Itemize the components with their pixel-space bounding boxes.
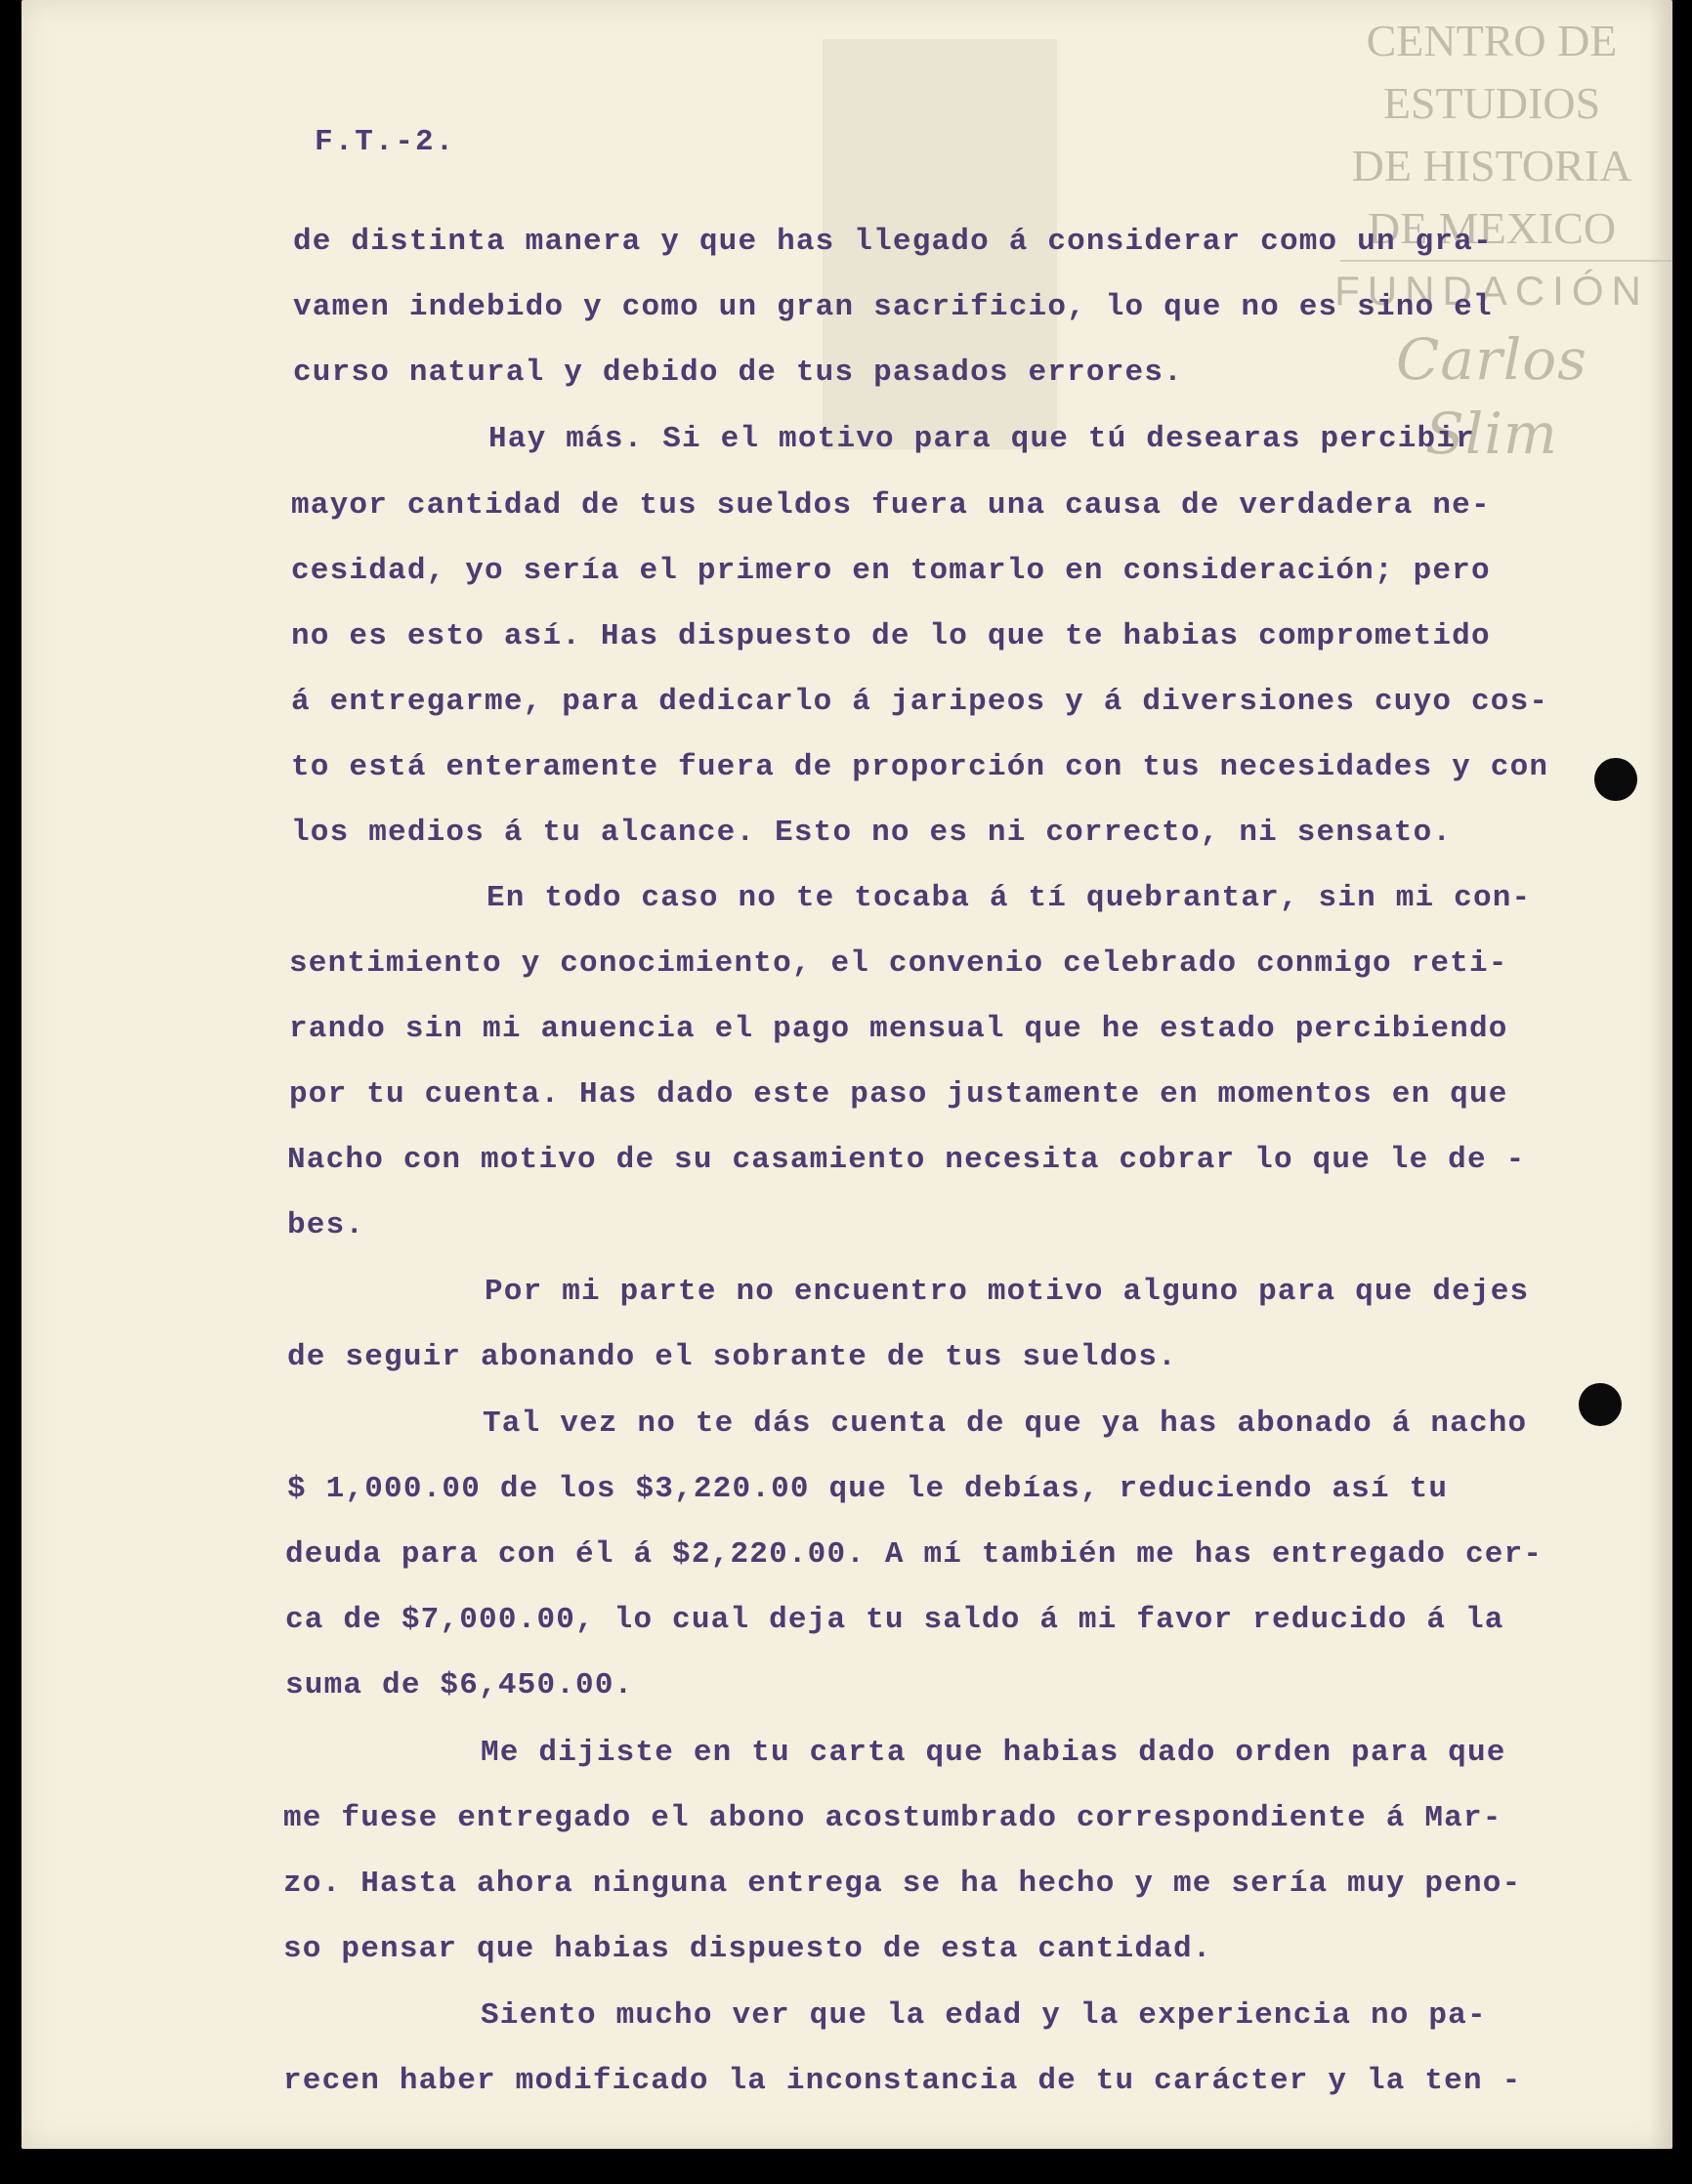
text-line: los medios á tu alcance. Esto no es ni correcto, ni sensato. <box>291 816 1453 850</box>
text-line: Tal vez no te dás cuenta de que ya has abonado á nacho <box>483 1407 1528 1441</box>
text-line: to está enteramente fuera de proporción con tus necesidades y con <box>291 750 1549 784</box>
text-line: no es esto así. Has dispuesto de lo que te habias comprometido <box>291 619 1491 653</box>
text-line: Siento mucho ver que la edad y la experiencia no pa- <box>481 1998 1487 2033</box>
text-line: á entregarme, para dedicarlo á jaripeos y á diversiones cuyo cos- <box>291 685 1549 719</box>
paper-sheet <box>21 0 1672 2149</box>
text-line: En todo caso no te tocaba á tí quebrantar, sin mi con- <box>486 881 1532 915</box>
text-line: curso natural y debido de tus pasados errores. <box>293 356 1183 390</box>
watermark-line-2: ESTUDIOS <box>1382 78 1601 128</box>
text-line: deuda para con él á $2,220.00. A mí también me has entregado cer- <box>285 1537 1544 1572</box>
page-reference: F.T.-2. <box>315 125 456 159</box>
text-line: Por mi parte no encuentro motivo alguno para que dejes <box>485 1275 1530 1309</box>
text-line: por tu cuenta. Has dado este paso justamente en momentos en que <box>289 1077 1508 1112</box>
text-line: Hay más. Si el motivo para que tú desearas percibir <box>488 422 1475 456</box>
text-line: mayor cantidad de tus sueldos fuera una causa de verdadera ne- <box>291 488 1491 523</box>
watermark-line-4: DE MEXICO <box>1367 203 1617 253</box>
text-line: ca de $7,000.00, lo cual deja tu saldo á mi favor reducido á la <box>285 1603 1504 1637</box>
text-line: Nacho con motivo de su casamiento necesita cobrar lo que le de - <box>287 1143 1526 1177</box>
text-line: zo. Hasta ahora ninguna entrega se ha hecho y me sería muy peno- <box>283 1867 1522 1901</box>
text-line: de seguir abonando el sobrante de tus sueldos. <box>287 1340 1177 1374</box>
text-line: sentimiento y conocimiento, el convenio celebrado conmigo reti- <box>289 946 1508 981</box>
text-line: cesidad, yo sería el primero en tomarlo en consideración; pero <box>291 554 1491 588</box>
text-line: Me dijiste en tu carta que habias dado orden para que <box>481 1736 1506 1770</box>
text-line: rando sin mi anuencia el pago mensual que he estado percibiendo <box>289 1012 1508 1046</box>
watermark-line-1: CENTRO DE <box>1366 16 1618 65</box>
text-line: de distinta manera y que has llegado á considerar como un gra- <box>293 225 1493 259</box>
text-line: bes. <box>287 1208 365 1242</box>
text-line: so pensar que habias dispuesto de esta cantidad. <box>283 1932 1212 1966</box>
punch-hole <box>1594 758 1637 801</box>
text-line: vamen indebido y como un gran sacrificio, lo que no es sino el <box>293 290 1493 324</box>
watermark-line-3: DE HISTORIA <box>1351 141 1632 190</box>
watermark-divider <box>1340 260 1672 262</box>
text-line: suma de $6,450.00. <box>285 1668 634 1702</box>
watermark-line-5: FUNDACIÓN <box>1334 268 1649 314</box>
punch-hole <box>1579 1383 1622 1426</box>
text-line: me fuese entregado el abono acostumbrado correspondiente á Mar- <box>283 1801 1502 1835</box>
text-line: recen haber modificado la inconstancia de tu carácter y la ten - <box>283 2064 1522 2098</box>
watermark-signature: Carlos Slim <box>1396 326 1587 467</box>
text-line: $ 1,000.00 de los $3,220.00 que le debías, reduciendo así tu <box>287 1472 1449 1506</box>
